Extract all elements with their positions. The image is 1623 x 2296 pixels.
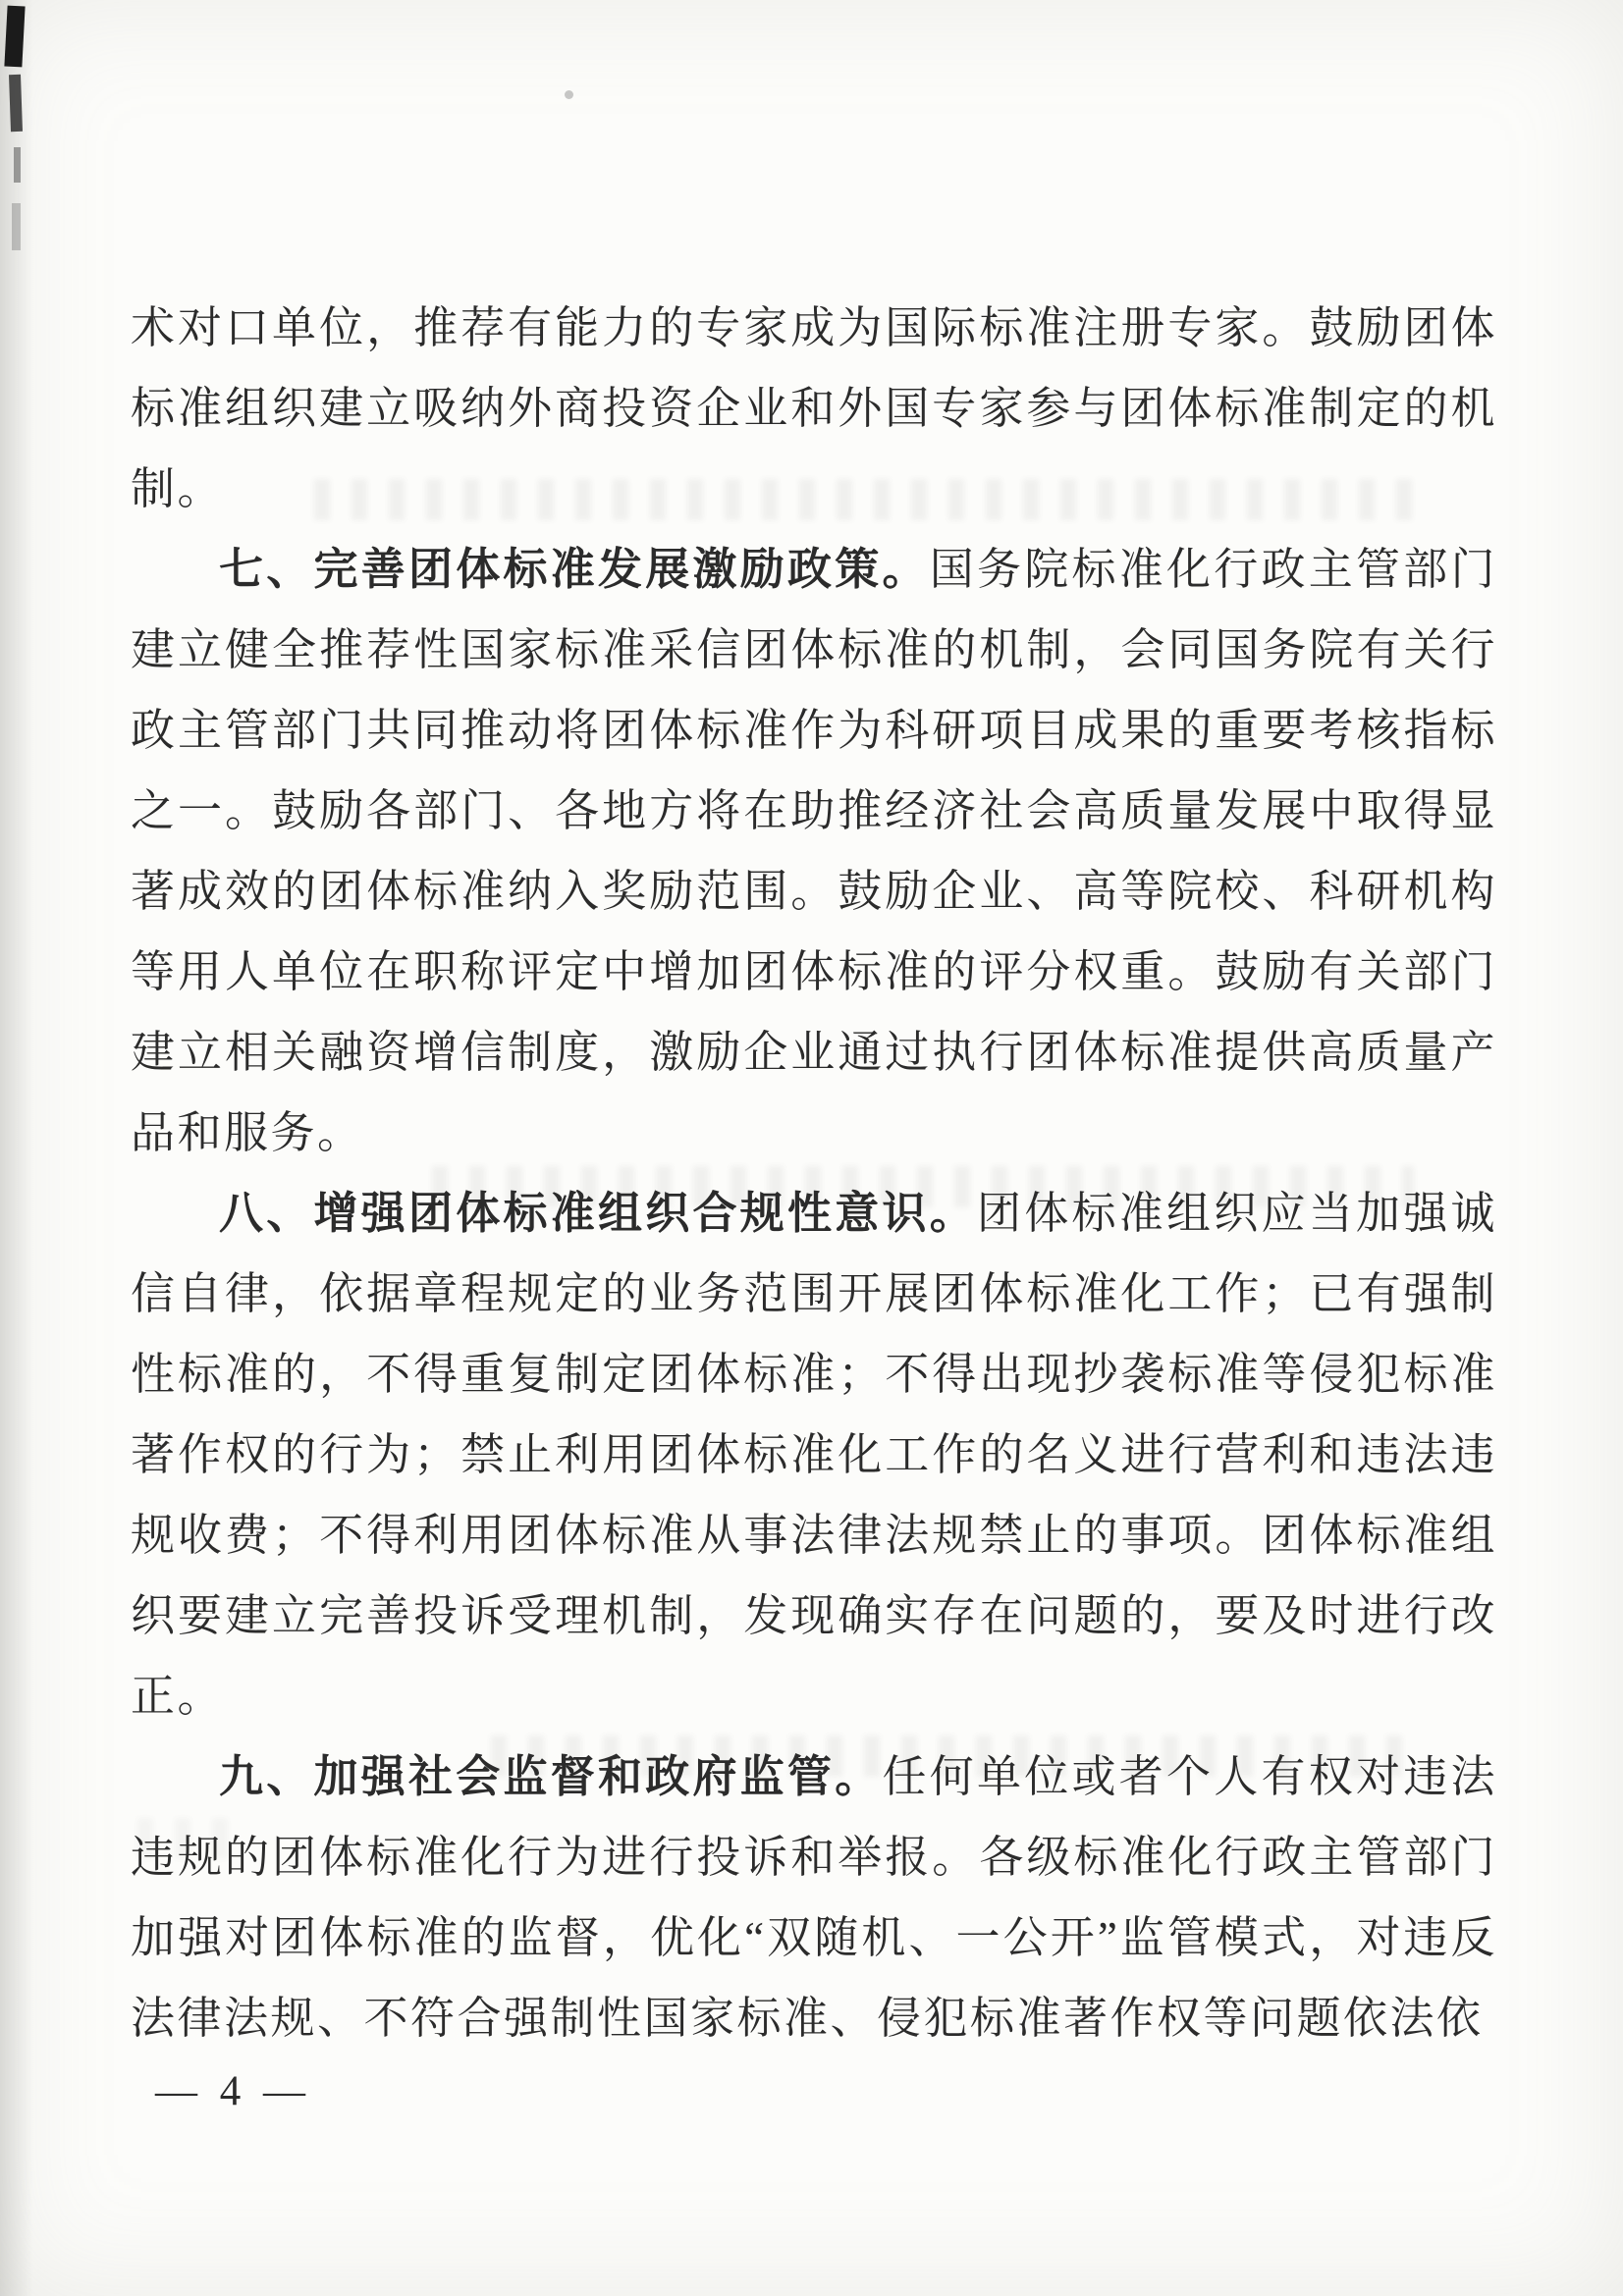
paragraph-section-7: [131, 529, 1497, 1173]
page-number: — 4 —: [155, 2068, 311, 2114]
scan-artifact: [14, 147, 21, 183]
paragraph-section-8: [131, 1173, 1497, 1736]
document-body: [131, 288, 1497, 2058]
section-heading: 九、加强社会监督和政府监管。: [219, 1752, 883, 1801]
paragraph-text: 团体标准组织应当加强诚信自律，依据章程规定的业务范围开展团体标准化工作；已有强制性标准的，不得重复制定团体标准；不得出现抄袭标准等侵犯标准著作权的行为；禁止利用团体标准化工作的名义进行营利和违法违规收费；不得利用团体标准从事法律法规禁止的事项。团体标准组织要建立完善投诉受理机制，发现确实存在问题的，要及时进行改正。: [131, 1189, 1497, 1721]
section-heading: 八、增强团体标准组织合规性意识。: [219, 1189, 977, 1238]
scan-artifact: [12, 203, 21, 250]
section-heading: 七、完善团体标准发展激励政策。: [219, 545, 930, 594]
scan-artifact: [4, 6, 25, 68]
scan-edge-shadow: [0, 0, 33, 2296]
paragraph-continuation: [131, 288, 1497, 529]
scan-speck: [565, 90, 573, 99]
page-footer: [155, 2067, 311, 2115]
paragraph-text: 任何单位或者个人有权对违法违规的团体标准化行为进行投诉和举报。各级标准化行政主管部门加强对团体标准的监督，优化“双随机、一公开”监管模式，对违反法律法规、不符合强制性国家标准、侵犯标准著作权等问题依法依: [131, 1752, 1497, 2043]
paragraph-text: 国务院标准化行政主管部门建立健全推荐性国家标准采信团体标准的机制，会同国务院有关行政主管部门共同推动将团体标准作为科研项目成果的重要考核指标之一。鼓励各部门、各地方将在助推经济社会高质量发展中取得显著成效的团体标准纳入奖励范围。鼓励企业、高等院校、科研机构等用人单位在职称评定中增加团体标准的评分权重。鼓励有关部门建立相关融资增信制度，激励企业通过执行团体标准提供高质量产品和服务。: [131, 545, 1497, 1157]
scan-artifact: [9, 75, 23, 132]
paragraph-text: 术对口单位，推荐有能力的专家成为国际标准注册专家。鼓励团体标准组织建立吸纳外商投资企业和外国专家参与团体标准制定的机制。: [131, 303, 1497, 513]
paragraph-section-9: [131, 1736, 1497, 2058]
